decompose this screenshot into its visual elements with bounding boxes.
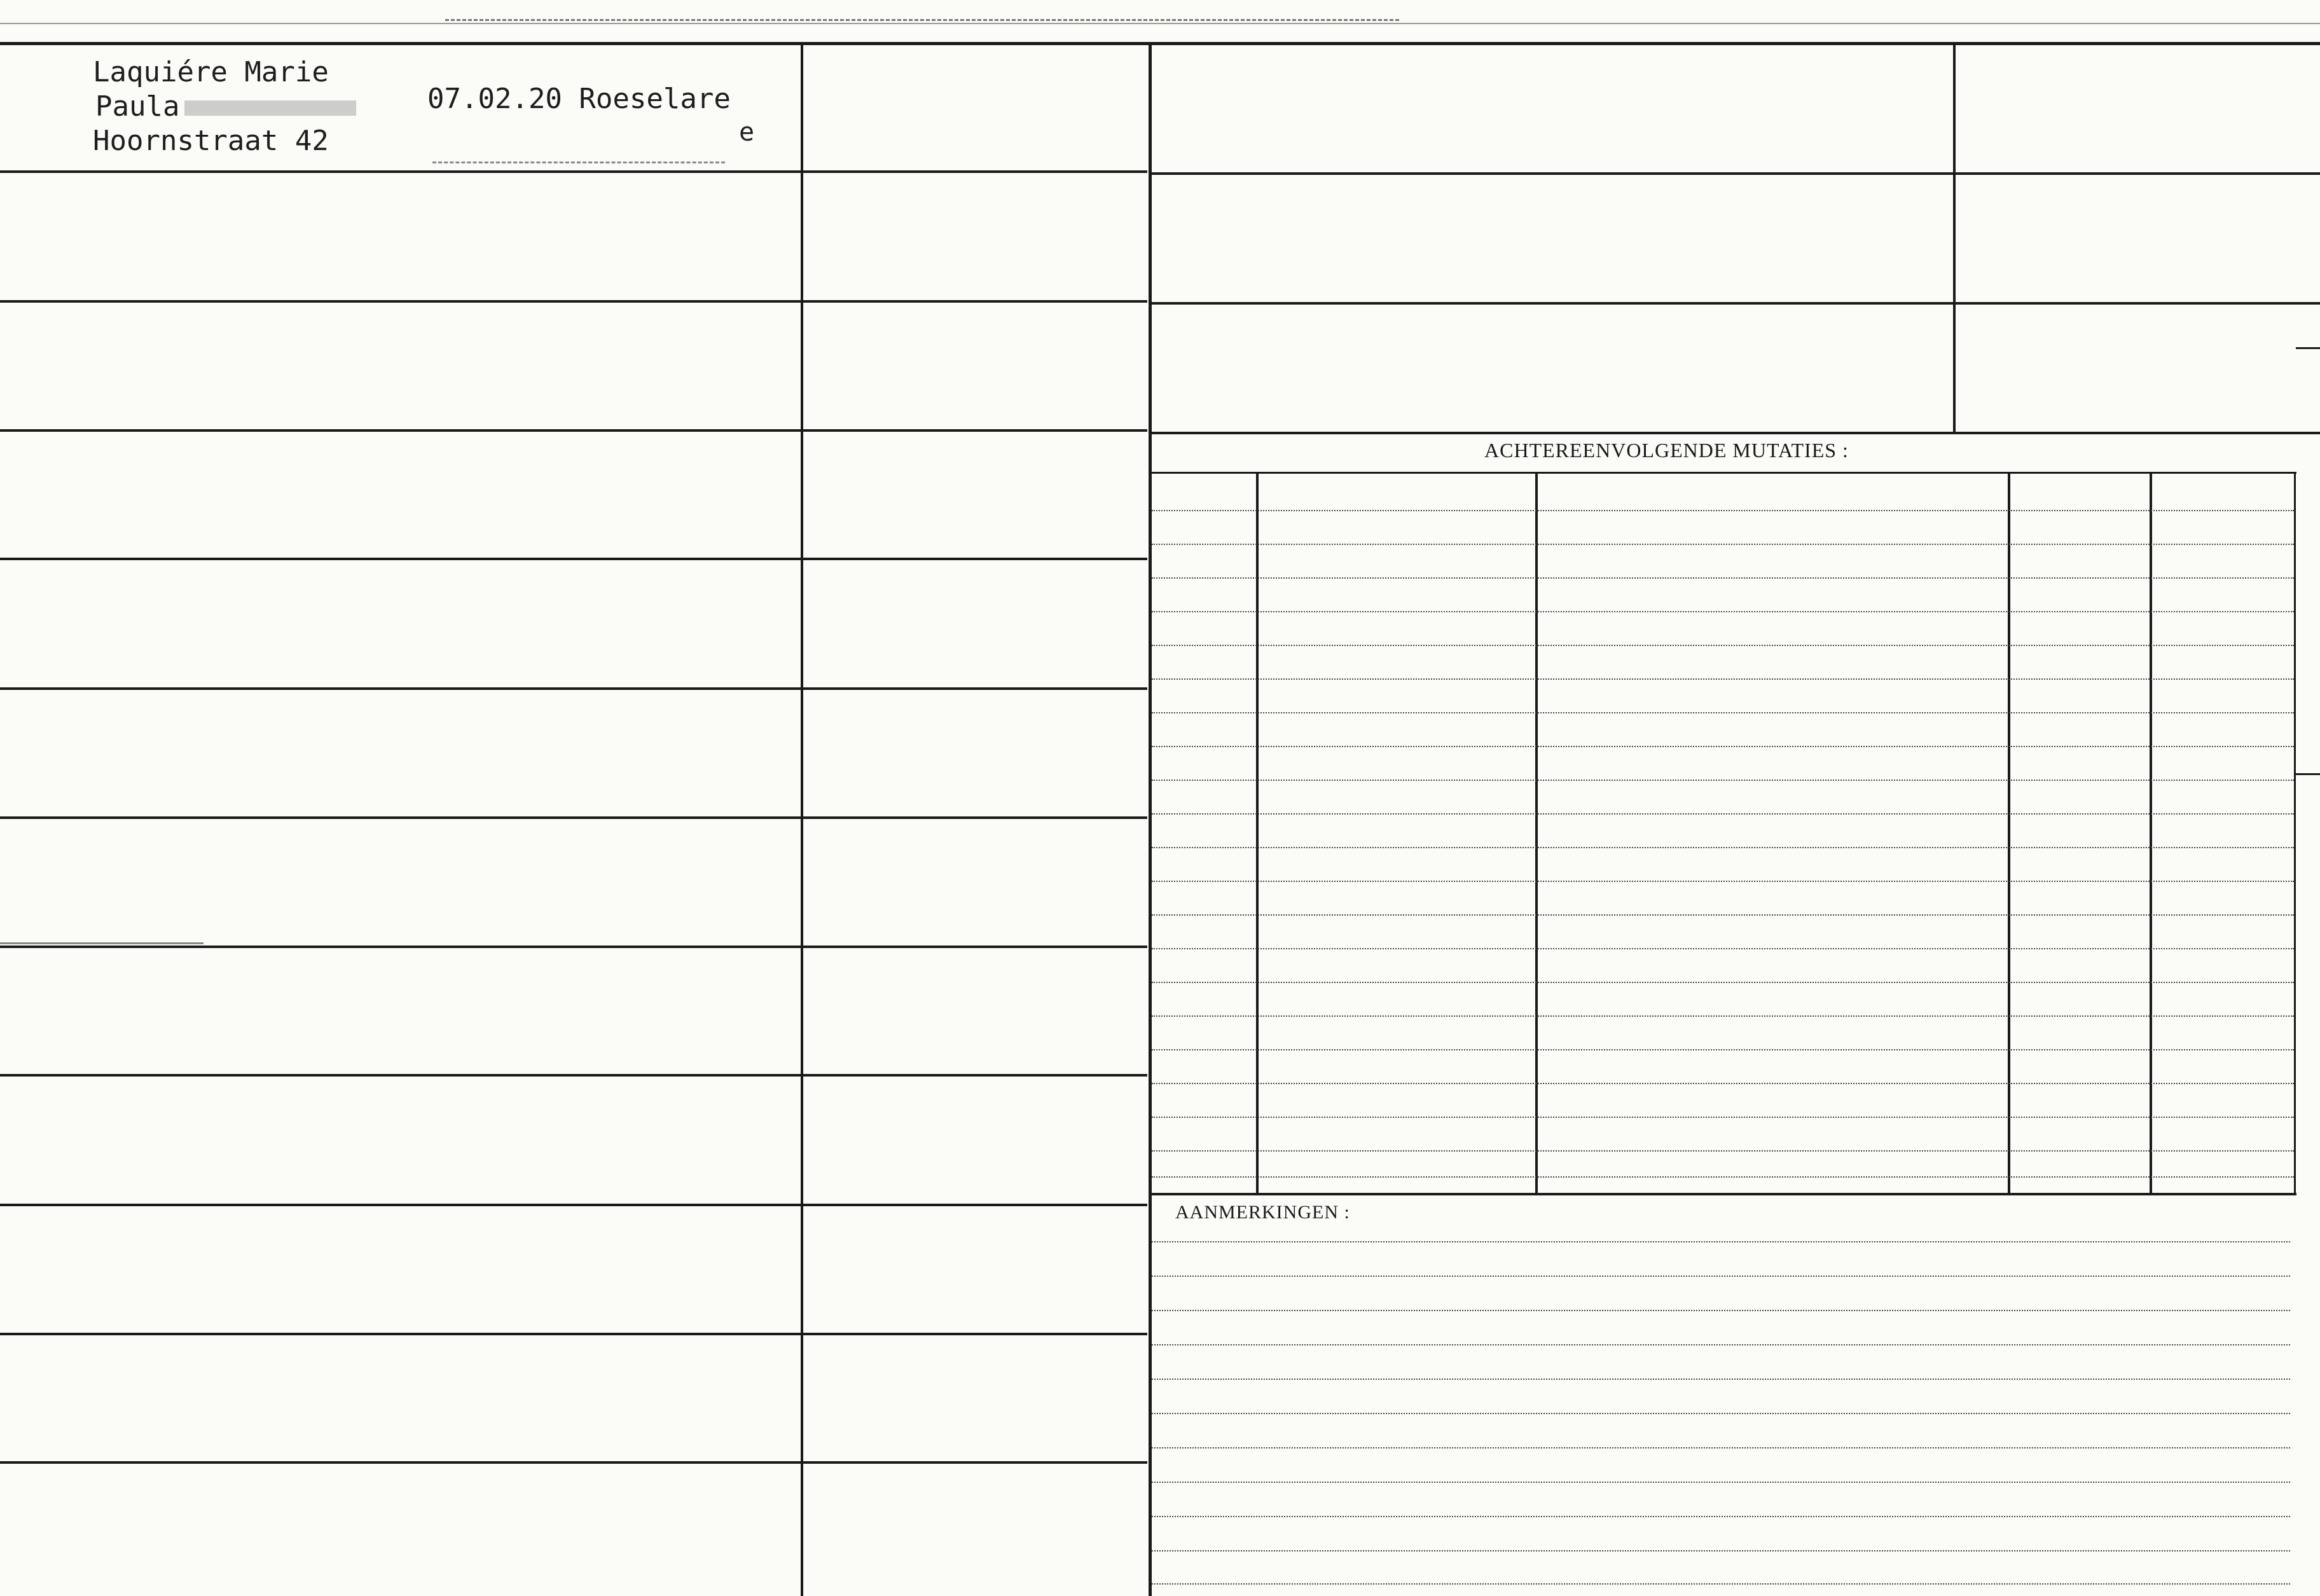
mid-row-divider xyxy=(803,429,1147,432)
mutations-ruled-line xyxy=(1152,982,2294,983)
mutations-ruled-line xyxy=(1152,948,2294,949)
mutations-ruled-line xyxy=(1152,1150,2294,1152)
mutations-top-border xyxy=(1152,432,2320,434)
mid-row-divider xyxy=(803,1461,1147,1464)
remarks-ruled-line xyxy=(1152,1482,2290,1483)
mutations-col-divider xyxy=(2008,472,2010,1195)
mutations-ruled-line xyxy=(1152,712,2294,713)
column-divider xyxy=(801,45,803,1596)
left-row-divider xyxy=(0,1204,803,1206)
mutations-ruled-line xyxy=(1152,780,2294,781)
mutations-ruled-line xyxy=(1152,746,2294,747)
mutations-ruled-line xyxy=(1152,1015,2294,1017)
mutations-table-right xyxy=(2294,472,2296,1195)
entry-name-line2: Paula xyxy=(95,90,180,123)
remarks-ruled-line xyxy=(1152,1379,2290,1380)
left-row-divider xyxy=(0,1333,803,1335)
mid-row-divider xyxy=(803,946,1147,948)
entry-mark: e xyxy=(739,118,755,147)
remarks-ruled-line xyxy=(1152,1344,2290,1345)
mutations-ruled-line xyxy=(1152,1049,2294,1050)
top-border xyxy=(0,42,2320,45)
right-row-divider xyxy=(1152,302,2320,305)
mutations-ruled-line xyxy=(1152,645,2294,646)
remarks-ruled-line xyxy=(1152,1447,2290,1448)
mutations-ruled-line xyxy=(1152,813,2294,815)
mutations-col-divider xyxy=(1535,472,1538,1195)
left-row-divider xyxy=(0,1461,803,1464)
mid-row-divider xyxy=(803,687,1147,690)
remarks-ruled-line xyxy=(1152,1310,2290,1311)
column-divider xyxy=(1953,45,1956,432)
remarks-ruled-line xyxy=(1152,1550,2290,1551)
entry-birth: 07.02.20 Roeselare xyxy=(427,83,731,115)
remarks-ruled-line xyxy=(1152,1241,2290,1242)
mutations-ruled-line xyxy=(1152,510,2294,511)
mutations-ruled-line xyxy=(1152,847,2294,848)
mid-row-divider xyxy=(803,816,1147,819)
mutations-ruled-line xyxy=(1152,881,2294,882)
entry-name-line1: Laquiére Marie xyxy=(93,56,329,88)
mutations-table-bottom xyxy=(1152,1193,2296,1195)
remarks-ruled-line xyxy=(1152,1413,2290,1414)
mutations-col-divider xyxy=(2150,472,2152,1195)
mid-row-divider xyxy=(803,1333,1147,1335)
underline-noise xyxy=(432,162,725,163)
right-margin-tick xyxy=(2296,773,2320,775)
right-row-divider xyxy=(1152,172,2320,175)
left-row-divider xyxy=(0,558,803,560)
right-margin-tick xyxy=(2296,347,2320,349)
entry-address: Hoornstraat 42 xyxy=(93,125,329,157)
mutations-title: ACHTEREENVOLGENDE MUTATIES : xyxy=(1484,439,1849,462)
left-row-divider xyxy=(0,687,803,690)
mutations-ruled-line xyxy=(1152,678,2294,680)
mid-row-divider xyxy=(803,170,1147,173)
mutations-ruled-line xyxy=(1152,1176,2294,1178)
mutations-ruled-line xyxy=(1152,577,2294,579)
mutations-table-top xyxy=(1152,472,2296,474)
top-edge-noise xyxy=(445,19,1399,21)
top-edge-noise-2 xyxy=(0,23,2320,24)
left-row-divider xyxy=(0,816,803,819)
mutations-ruled-line xyxy=(1152,914,2294,916)
left-row-divider xyxy=(0,946,803,948)
mid-row-divider xyxy=(803,558,1147,560)
mutations-ruled-line xyxy=(1152,1083,2294,1084)
left-margin-noise xyxy=(0,942,204,944)
mid-row-divider xyxy=(803,1074,1147,1077)
mid-row-divider xyxy=(803,300,1147,303)
redaction-smudge xyxy=(184,100,356,116)
left-row-divider xyxy=(0,170,803,173)
left-row-divider xyxy=(0,300,803,303)
mutations-col-divider xyxy=(1256,472,1259,1195)
remarks-ruled-line xyxy=(1152,1516,2290,1517)
remarks-ruled-line xyxy=(1152,1276,2290,1277)
left-row-divider xyxy=(0,1074,803,1077)
remarks-title: AANMERKINGEN : xyxy=(1175,1202,1350,1223)
left-row-divider xyxy=(0,429,803,432)
mutations-ruled-line xyxy=(1152,544,2294,545)
remarks-ruled-line xyxy=(1152,1583,2290,1585)
mutations-ruled-line xyxy=(1152,1117,2294,1118)
mid-row-divider xyxy=(803,1204,1147,1206)
mutations-table xyxy=(1152,472,2296,1195)
mutations-ruled-line xyxy=(1152,611,2294,612)
